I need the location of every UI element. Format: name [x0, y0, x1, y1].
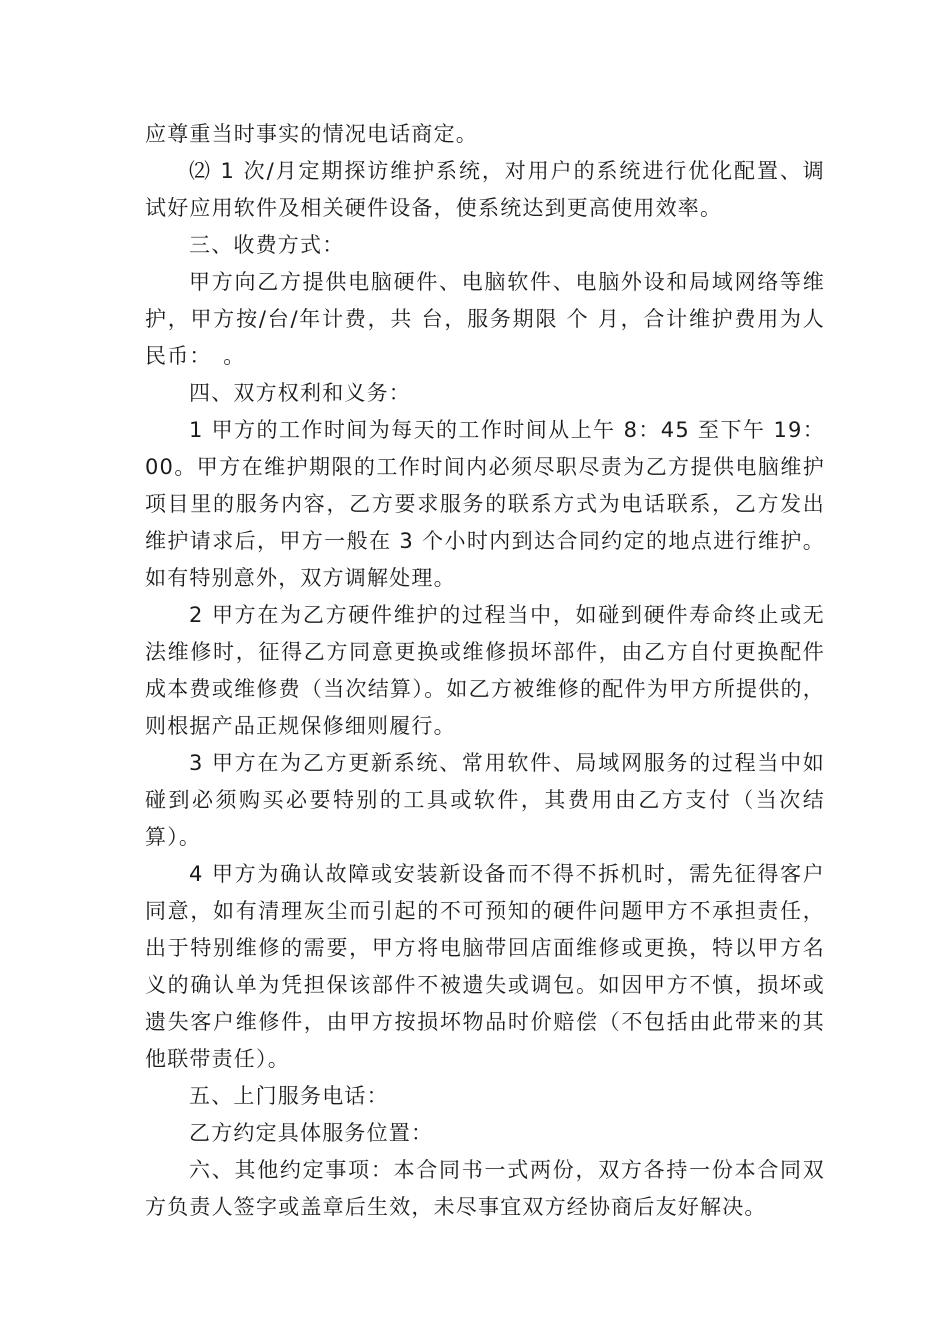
document-body: [145, 116, 825, 1226]
paragraph: ⑵ 1 次/月定期探访维护系统，对用户的系统进行优化配置、调试好应用软件及相关硬件设备，使系统达到更高使用效率。: [145, 159, 825, 220]
paragraph: 4 甲方为确认故障或安装新设备而不得不拆机时，需先征得客户同意，如有清理灰尘而引起的不可预知的硬件问题甲方不承担责任，出于特别维修的需要，甲方将电脑带回店面维修或更换，特以甲方名义的确认单为凭担保该部件不被遗失或调包。如因甲方不慎，损坏或遗失客户维修件，由甲方按损坏物品时价赔偿（不包括由此带来的其他联带责任）。: [145, 862, 825, 1071]
paragraph: 1 甲方的工作时间为每天的工作时间从上午 8：45 至下午 19：00。甲方在维护期限的工作时间内必须尽职尽责为乙方提供电脑维护项目里的服务内容，乙方要求服务的联系方式为电话联系，乙方发出维护请求后，甲方一般在 3 个小时内到达合同约定的地点进行维护。如有特别意外，双方调解处理。: [145, 418, 825, 590]
paragraph: 2 甲方在为乙方硬件维护的过程当中，如碰到硬件寿命终止或无法维修时，征得乙方同意更换或维修损坏部件，由乙方自付更换配件成本费或维修费（当次结算）。如乙方被维修的配件为甲方所提供的，则根据产品正规保修细则履行。: [145, 603, 825, 738]
section-heading: 四、双方权利和义务：: [189, 381, 411, 405]
paragraph: 乙方约定具体服务位置：: [189, 1121, 434, 1145]
paragraph: 应尊重当时事实的情况电话商定。: [145, 122, 478, 146]
paragraph: 3 甲方在为乙方更新系统、常用软件、局域网服务的过程当中如碰到必须购买必要特别的工具或软件，其费用由乙方支付（当次结算）。: [145, 751, 825, 849]
paragraph: 六、其他约定事项：本合同书一式两份，双方各持一份本合同双方负责人签字或盖章后生效，未尽事宜双方经协商后友好解决。: [145, 1158, 825, 1219]
paragraph: 甲方向乙方提供电脑硬件、电脑软件、电脑外设和局域网络等维护，甲方按/台/年计费，共 台，服务期限 个 月，合计维护费用为人民币： 。: [145, 270, 825, 368]
section-heading: 五、上门服务电话：: [189, 1084, 389, 1108]
section-heading: 三、收费方式：: [189, 233, 345, 257]
